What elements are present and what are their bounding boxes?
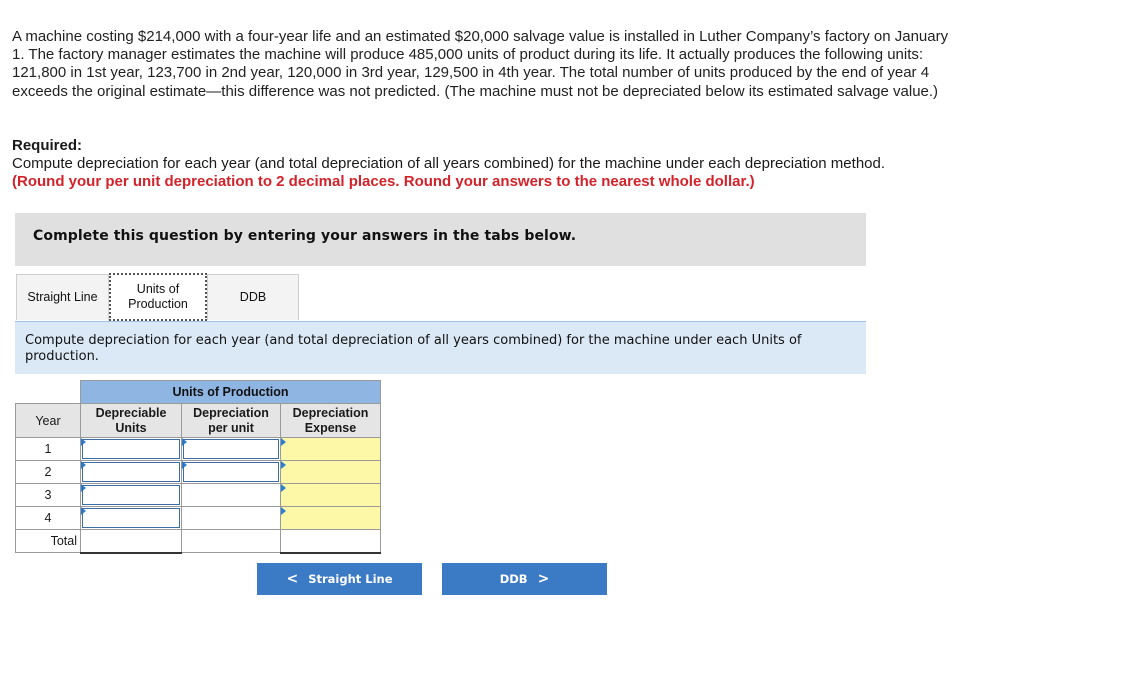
depreciation-expense-total[interactable] xyxy=(281,530,381,553)
next-tab-button[interactable] xyxy=(442,563,607,595)
depreciable-units-input-year-4[interactable] xyxy=(81,507,182,530)
units-of-production-table xyxy=(15,380,381,554)
table-row xyxy=(16,461,381,484)
depreciation-expense-input-year-1[interactable] xyxy=(281,438,381,461)
tab-ddb[interactable]: DDB xyxy=(207,274,299,320)
year-cell: 3 xyxy=(16,484,81,507)
chevron-left-icon: < xyxy=(286,571,299,587)
depreciation-per-unit-total xyxy=(182,530,281,553)
year-cell: 2 xyxy=(16,461,81,484)
depreciable-units-input-year-2[interactable] xyxy=(81,461,182,484)
rounding-note: (Round your per unit depreciation to 2 decimal places. Round your answers to the nearest whole dollar.) xyxy=(12,173,755,191)
tab-instruction-text: Compute depreciation for each year (and total depreciation of all years combined) for the machine under each Units of production. xyxy=(25,333,802,364)
table-title: Units of Production xyxy=(81,381,381,404)
depreciable-units-total[interactable] xyxy=(81,530,182,553)
year-cell: 4 xyxy=(16,507,81,530)
depreciation-per-unit-input-year-1[interactable] xyxy=(182,438,281,461)
col-header-depreciation-per-unit: Depreciation per unit xyxy=(182,404,281,438)
depreciation-per-unit-cell-year-3 xyxy=(182,484,281,507)
instructions-banner-text: Complete this question by entering your answers in the tabs below. xyxy=(33,228,577,244)
required-text: Compute depreciation for each year (and total depreciation of all years combined) for the machine under each depreciation method. xyxy=(12,155,886,173)
depreciable-units-input-year-1[interactable] xyxy=(81,438,182,461)
chevron-right-icon: > xyxy=(537,571,550,587)
col-header-depreciable-units: Depreciable Units xyxy=(81,404,182,438)
table-row xyxy=(16,507,381,530)
tab-straight-line[interactable]: Straight Line xyxy=(16,274,109,320)
col-header-depreciation-expense: Depreciation Expense xyxy=(281,404,381,438)
prev-tab-label: Straight Line xyxy=(308,572,393,586)
instructions-banner xyxy=(15,213,866,266)
table-row xyxy=(16,484,381,507)
required-section xyxy=(12,137,1012,192)
method-tabs xyxy=(16,274,299,322)
problem-statement: A machine costing $214,000 with a four-year life and an estimated $20,000 salvage value is installed in Luther Company’s factory on January 1. The factory manager estimates the machine will produce 485,000 units of product during its life. It actually produces the following units: 121,800 in 1st year, 123,700 in 2nd year, 120,000 in 3rd year, 129,500 in 4th year. The total number of units produced by the end of year 4 exceeds the original estimate—this difference was not predicted. (The machine must not be depreciated below its estimated salvage value.) xyxy=(12,28,949,100)
depreciable-units-input-year-3[interactable] xyxy=(81,484,182,507)
prev-tab-button[interactable] xyxy=(257,563,422,595)
table-row xyxy=(16,438,381,461)
tab-instruction-panel xyxy=(15,321,866,374)
depreciation-expense-input-year-3[interactable] xyxy=(281,484,381,507)
depreciation-per-unit-cell-year-4 xyxy=(182,507,281,530)
total-label: Total xyxy=(16,530,81,553)
year-cell: 1 xyxy=(16,438,81,461)
depreciation-expense-input-year-2[interactable] xyxy=(281,461,381,484)
tab-units-of-production[interactable]: Units of Production xyxy=(109,273,207,321)
depreciation-expense-input-year-4[interactable] xyxy=(281,507,381,530)
col-header-year: Year xyxy=(16,404,81,438)
table-row xyxy=(16,530,381,553)
next-tab-label: DDB xyxy=(499,572,528,586)
required-label: Required: xyxy=(12,137,83,154)
depreciation-per-unit-input-year-2[interactable] xyxy=(182,461,281,484)
